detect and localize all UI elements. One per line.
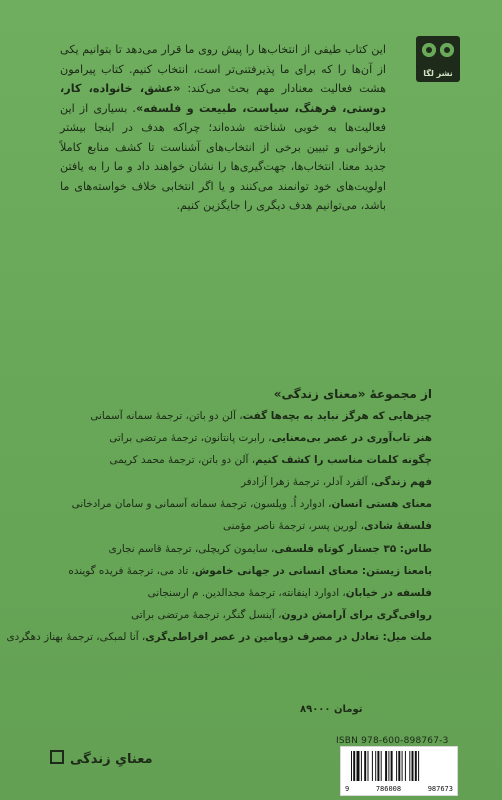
list-item: فلسفهٔ شادی، لورین پسر، ترجمهٔ ناصر مؤمنی [222,520,432,533]
list-item: معنای هستی انسان، ادوارد اُ. ویلسون، ترجمهٔ سمانه آسمانی و سامان مرادخانی [71,498,432,511]
list-item: بامعنا زیستن: معنای انسانی در جهانی خاموش، تاد می، ترجمهٔ فریده گوینده [68,564,432,577]
blurb-paragraph: این کتاب طیفی از انتخاب‌ها را پیش روی ما قرار می‌دهد تا بتوانیم یکی از آن‌ها را که برای ما پذیرفتنی‌تر است، انتخاب کنیم. کتاب پیرامون هشت فعالیت معنادار مهم بحث می‌کند: «عشق، خانواده، کار، دوستی، فرهنگ، سیاست، طبیعت و فلسفه». بسیاری از این فعالیت‌ها به خوبی شناخته شده‌اند؛ چراکه هدف در اینجا بیشتر بازخوانی و تبیین برخی از انتخاب‌های آشناست تا کشف منابع کاملاً جدید معنا. انتخاب‌ها، جهت‌گیری‌ها را نشان خواهند داد و ما را به یافتن اولویت‌های خود توانمند می‌کنند و یا اگر انتخابی خلاف خواسته‌های ما باشد، می‌توانیم هدف دیگری را جایگزین کنیم. [60,43,386,212]
publisher-name: نشر لگا [423,69,453,78]
series-list [6,387,432,652]
list-item: چیزهایی که هرگز نباید به بچه‌ها گفت، آلن دو باتن، ترجمهٔ سمانه آسمانی [90,410,432,422]
list-item: رواقی‌گری برای آرامش درون، آینسل گنگر، ترجمهٔ مرتضی براتی [131,608,432,621]
barcode-bars-icon [351,751,447,781]
list-item: هنر تاب‌آوری در عصر بی‌معنایی، رابرت پانتانون، ترجمهٔ مرتضی براتی [109,432,432,445]
square-icon [50,750,64,764]
list-item: فهم زندگی، آلفرد آدلر، ترجمهٔ زهرا آزادفر [240,476,432,489]
owl-eyes-icon [422,43,454,59]
blurb-bold-topics: «عشق، خانواده، کار، دوستی، فرهنگ، سیاست، طبیعت و فلسفه» [60,82,386,115]
barcode [340,746,458,796]
series-brand: معنایِ زندگی [50,750,153,767]
barcode-digits: 9 786008 987673 [345,785,453,793]
series-title: از مجموعهٔ «معنای زندگی» [273,387,432,401]
price-label: ۸۹۰۰۰ تومان [300,704,363,715]
publisher-logo [416,36,460,82]
isbn-label: ISBN 978-600-898767-3 [336,736,449,746]
list-item: ملت میل: تعادل در مصرف دوپامین در عصر افراطی‌گری، آنا لمبکی، ترجمهٔ بهناز دهگردی [6,630,432,643]
list-item: طاس: ۳۵ جستار کوتاه فلسفی، سایمون کریچلی، ترجمهٔ قاسم نجاری [108,542,432,555]
list-item: چگونه کلمات مناسب را کشف کنیم، آلن دو باتن، ترجمهٔ محمد کریمی [109,454,432,467]
list-item: فلسفه در خیابان، ادوارد اینفانته، ترجمهٔ مجدالدین. م ارسنجانی [147,586,432,599]
